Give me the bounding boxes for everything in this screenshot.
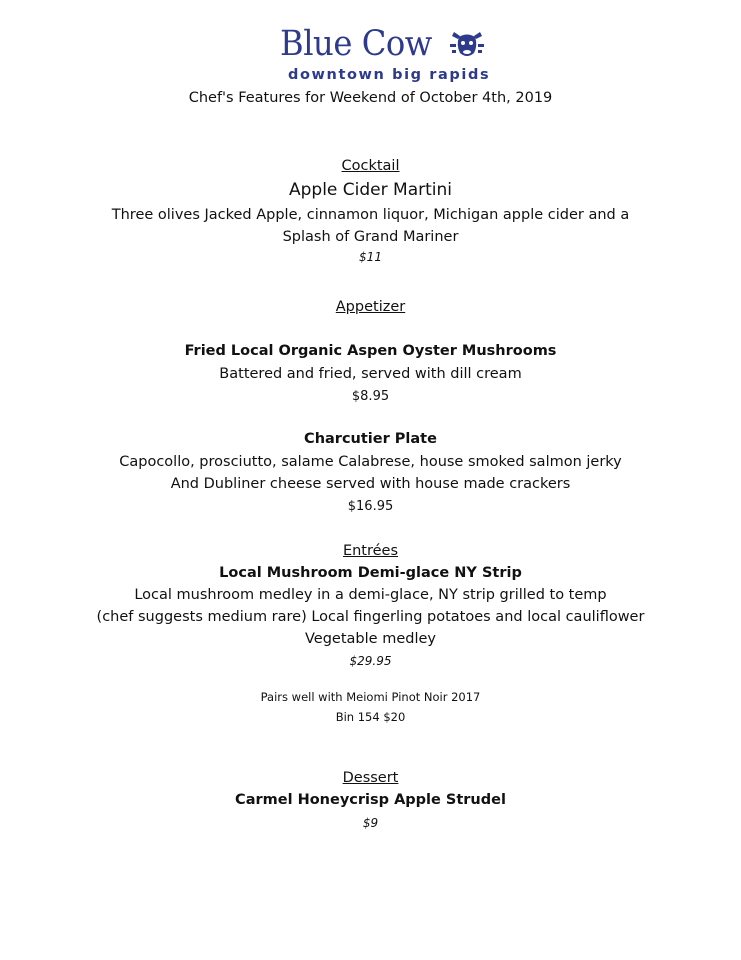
- entree-desc-line1: Local mushroom medley in a demi-glace, NY strip grilled to temp: [134, 587, 607, 603]
- logo: [276, 24, 492, 88]
- entrees-heading: Entrées: [342, 543, 399, 559]
- logo-tagline: downtown big rapids: [288, 67, 491, 83]
- appetizer-heading: Appetizer: [335, 299, 406, 315]
- cocktail-desc-line1: Three olives Jacked Apple, cinnamon liquor, Michigan apple cider and a: [111, 207, 630, 223]
- dessert-price: $9: [362, 816, 379, 830]
- entree-pairing-line1: Pairs well with Meiomi Pinot Noir 2017: [260, 690, 481, 704]
- entree-price: $29.95: [349, 654, 392, 668]
- entree-name: Local Mushroom Demi-glace NY Strip: [219, 565, 522, 581]
- appetizer-item2-desc-line1: Capocollo, prosciutto, salame Calabrese, house smoked salmon jerky: [119, 454, 622, 470]
- entree-pairing-line2: Bin 154 $20: [335, 710, 406, 724]
- logo-name: Blue Cow: [280, 24, 432, 64]
- cocktail-heading: Cocktail: [341, 158, 400, 174]
- page-subtitle: Chef's Features for Weekend of October 4th, 2019: [188, 90, 553, 106]
- appetizer-item2-name: Charcutier Plate: [304, 431, 437, 447]
- cow-icon: [448, 28, 486, 62]
- dessert-heading: Dessert: [342, 770, 399, 786]
- appetizer-item1-name: Fried Local Organic Aspen Oyster Mushrooms: [184, 343, 557, 359]
- appetizer-item1-price: $8.95: [351, 389, 390, 404]
- appetizer-item1-desc: Battered and fried, served with dill cream: [219, 366, 522, 382]
- entree-desc-line3: Vegetable medley: [305, 631, 436, 647]
- appetizer-item2-desc-line2: And Dubliner cheese served with house made crackers: [170, 476, 571, 492]
- entree-desc-line2: (chef suggests medium rare) Local fingerling potatoes and local cauliflower: [96, 609, 645, 625]
- dessert-name: Carmel Honeycrisp Apple Strudel: [235, 792, 506, 808]
- appetizer-item2-price: $16.95: [347, 499, 394, 514]
- cocktail-name: Apple Cider Martini: [289, 180, 452, 200]
- cocktail-price: $11: [359, 250, 382, 264]
- cocktail-desc-line2: Splash of Grand Mariner: [282, 229, 459, 245]
